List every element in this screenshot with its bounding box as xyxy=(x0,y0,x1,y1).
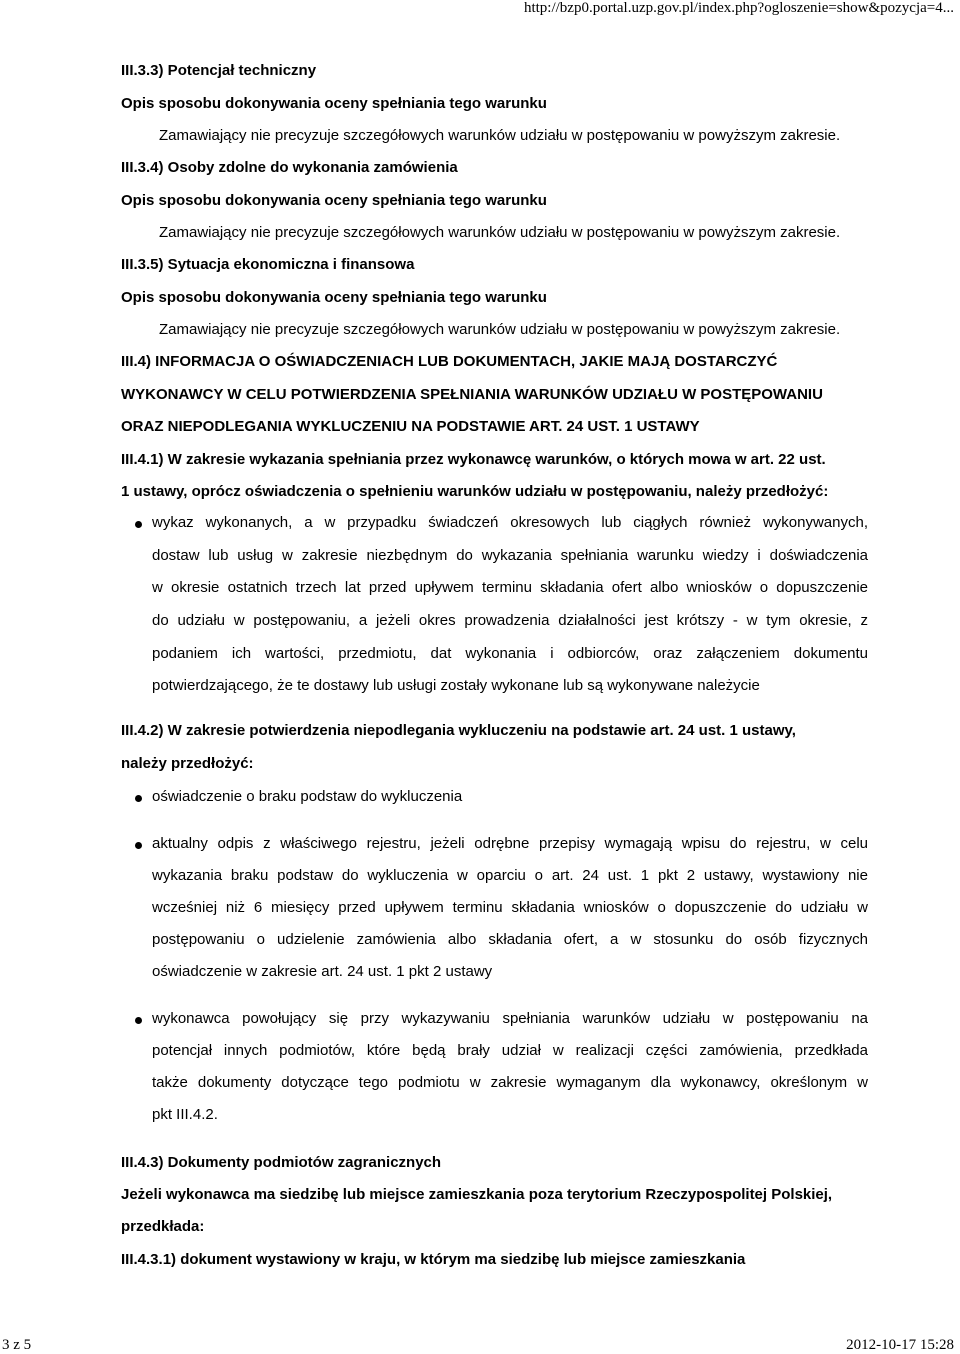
section-text: Zamawiający nie precyzuje szczegółowych warunków udziału w postępowaniu w powyższym zakresie. xyxy=(159,224,841,241)
list-item-line: potwierdzającego, że te dostawy lub usługi zostały wykonane lub są wykonywane należycie xyxy=(152,677,760,694)
bullet-icon xyxy=(135,1017,142,1024)
list-item-line: wykaz wykonanych, a w przypadku świadczeń okresowych lub ciągłych również wykonywanych, xyxy=(152,514,868,531)
list-item-line: aktualny odpis z właściwego rejestru, jeżeli odrębne przepisy wymagają wpisu do rejestru, w celu xyxy=(152,835,868,852)
section-heading: ORAZ NIEPODLEGANIA WYKLUCZENIU NA PODSTAWIE ART. 24 UST. 1 USTAWY xyxy=(121,418,700,435)
list-item-line: postępowaniu o udzielenie zamówienia albo składania ofert, a w stosunku do osób fizycznych xyxy=(152,931,868,948)
list-item-line: wykonawca powołujący się przy wykazywaniu spełniania warunków udziału w postępowaniu na xyxy=(152,1010,868,1027)
section-text: Zamawiający nie precyzuje szczegółowych warunków udziału w postępowaniu w powyższym zakresie. xyxy=(159,321,841,338)
subsection-heading: przedkłada: xyxy=(121,1218,205,1235)
bullet-icon xyxy=(135,521,142,528)
subsection-heading: III.4.3) Dokumenty podmiotów zagranicznych xyxy=(121,1154,442,1171)
subsection-heading: III.4.3.1) dokument wystawiony w kraju, w którym ma siedzibę lub miejsce zamieszkania xyxy=(121,1251,746,1268)
description-label: Opis sposobu dokonywania oceny spełniania tego warunku xyxy=(121,95,547,112)
list-item-line: potencjał innych podmiotów, które będą brały udział w realizacji części zamówienia, przedkłada xyxy=(152,1042,868,1059)
section-title: III.3.5) Sytuacja ekonomiczna i finansowa xyxy=(121,256,415,273)
section-heading: WYKONAWCY W CELU POTWIERDZENIA SPEŁNIANIA WARUNKÓW UDZIAŁU W POSTĘPOWANIU xyxy=(121,386,823,403)
list-item-line: w okresie ostatnich trzech lat przed upływem terminu składania ofert albo wniosków o dopuszczenie xyxy=(152,579,868,596)
page-url: http://bzp0.portal.uzp.gov.pl/index.php?ogloszenie=show&pozycja=4... xyxy=(523,0,954,16)
list-item-line: pkt III.4.2. xyxy=(152,1106,218,1123)
section-heading: III.4) INFORMACJA O OŚWIADCZENIACH LUB DOKUMENTACH, JAKIE MAJĄ DOSTARCZYĆ xyxy=(121,353,778,370)
subsection-heading: 1 ustawy, oprócz oświadczenia o spełnieniu warunków udziału w postępowaniu, należy przedłożyć: xyxy=(121,483,829,500)
description-label: Opis sposobu dokonywania oceny spełniania tego warunku xyxy=(121,289,547,306)
list-item-line: także dokumenty dotyczące tego podmiotu w zakresie wymaganym dla wykonawcy, określonym w xyxy=(152,1074,868,1091)
list-item-line: oświadczenie o braku podstaw do wykluczenia xyxy=(152,788,463,805)
list-item-line: podaniem ich wartości, przedmiotu, dat wykonania i odbiorców, oraz załączeniem dokumentu xyxy=(152,645,868,662)
section-title: III.3.3) Potencjał techniczny xyxy=(121,62,317,79)
page-number: 3 z 5 xyxy=(2,1337,32,1353)
bullet-icon xyxy=(135,842,142,849)
list-item-line: wykazania braku podstaw do wykluczenia w oparciu o art. 24 ust. 1 pkt 2 ustawy, wystawiony nie xyxy=(152,867,868,884)
subsection-heading: III.4.2) W zakresie potwierdzenia niepodlegania wykluczeniu na podstawie art. 24 ust. 1 ustawy, xyxy=(121,722,796,739)
section-title: III.3.4) Osoby zdolne do wykonania zamówienia xyxy=(121,159,458,176)
list-item-line: wcześniej niż 6 miesięcy przed upływem terminu składania wniosków o dopuszczenie do udziału w xyxy=(152,899,868,916)
subsection-heading: Jeżeli wykonawca ma siedzibę lub miejsce zamieszkania poza terytorium Rzeczypospolitej Polskiej, xyxy=(121,1186,833,1203)
subsection-heading: należy przedłożyć: xyxy=(121,755,254,772)
list-item-line: oświadczenie w zakresie art. 24 ust. 1 pkt 2 ustawy xyxy=(152,963,493,980)
list-item-line: do udziału w postępowaniu, a jeżeli okres prowadzenia działalności jest krótszy - w tym okresie, z xyxy=(152,612,868,629)
bullet-icon xyxy=(135,795,142,802)
list-item-line: dostaw lub usług w zakresie niezbędnym do wykazania spełniania warunku wiedzy i doświadczenia xyxy=(152,547,868,564)
subsection-heading: III.4.1) W zakresie wykazania spełniania przez wykonawcę warunków, o których mowa w art. 22 ust. xyxy=(121,451,826,468)
description-label: Opis sposobu dokonywania oceny spełniania tego warunku xyxy=(121,192,547,209)
print-datetime: 2012-10-17 15:28 xyxy=(846,1337,954,1353)
section-text: Zamawiający nie precyzuje szczegółowych warunków udziału w postępowaniu w powyższym zakresie. xyxy=(159,127,841,144)
